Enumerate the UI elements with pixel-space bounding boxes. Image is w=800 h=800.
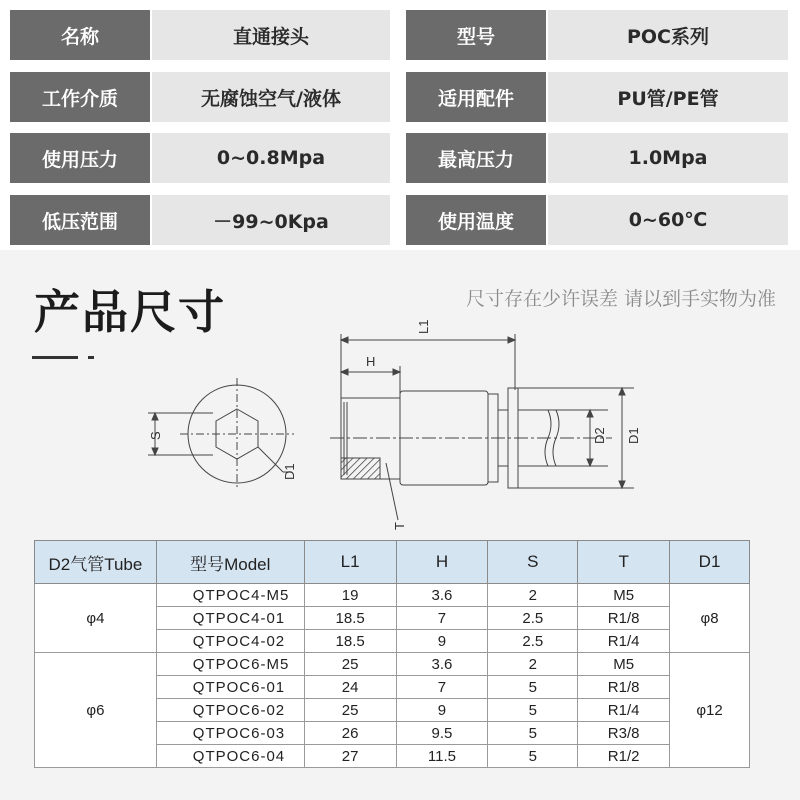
dimension-table <box>34 540 750 768</box>
cell-l1: 27 <box>304 745 396 768</box>
d2-arrow-bottom <box>587 459 593 466</box>
cell-l1: 18.5 <box>304 607 396 630</box>
cell-t: R1/2 <box>578 745 670 768</box>
header-l1: L1 <box>304 541 396 584</box>
cell-t: R1/8 <box>578 676 670 699</box>
cell-model: QTPOC4-02 <box>156 630 304 653</box>
header-d2: D2气管Tube <box>35 541 157 584</box>
spec-grid <box>0 0 800 250</box>
cell-l1: 25 <box>304 699 396 722</box>
cell-h: 3.6 <box>396 653 488 676</box>
h-arrow-right <box>393 369 400 375</box>
spec-key-name: 名称 <box>10 10 150 60</box>
spec-key-model: 型号 <box>406 10 546 60</box>
cell-model: QTPOC4-M5 <box>156 584 304 607</box>
label-l1: L1 <box>416 319 431 334</box>
header-s: S <box>488 541 578 584</box>
cell-t: M5 <box>578 584 670 607</box>
h-arrow-left <box>341 369 348 375</box>
cell-t: R1/8 <box>578 607 670 630</box>
cell-model: QTPOC6-04 <box>156 745 304 768</box>
spec-key-temperature: 使用温度 <box>406 195 546 245</box>
label-d2: D2 <box>592 427 607 444</box>
cell-d1: φ12 <box>670 653 750 768</box>
thread-hatch <box>341 458 380 479</box>
cell-l1: 25 <box>304 653 396 676</box>
cell-t: R1/4 <box>578 630 670 653</box>
spec-key-low-pressure: 低压范围 <box>10 195 150 245</box>
d1-arrow-top <box>619 388 625 395</box>
spec-value-medium: 无腐蚀空气/液体 <box>152 72 390 122</box>
spec-key-fittings: 适用配件 <box>406 72 546 122</box>
cell-t: M5 <box>578 653 670 676</box>
cell-model: QTPOC6-01 <box>156 676 304 699</box>
cell-s: 5 <box>488 699 578 722</box>
section-title: 产品尺寸 <box>34 285 226 339</box>
d2-arrow-top <box>587 410 593 417</box>
t-leader <box>386 463 398 520</box>
l1-arrow-right <box>508 337 515 343</box>
cell-d1: φ8 <box>670 584 750 653</box>
d1-arrow-bottom <box>619 481 625 488</box>
header-model: 型号Model <box>156 541 304 584</box>
spec-key-max-pressure: 最高压力 <box>406 133 546 183</box>
cell-s: 5 <box>488 676 578 699</box>
cell-h: 11.5 <box>396 745 488 768</box>
label-t: T <box>392 522 407 530</box>
cell-s: 5 <box>488 745 578 768</box>
header-t: T <box>578 541 670 584</box>
spec-value-temperature: 0~60℃ <box>548 195 788 245</box>
cell-model: QTPOC6-03 <box>156 722 304 745</box>
table-row <box>35 653 750 676</box>
spec-value-fittings: PU管/PE管 <box>548 72 788 122</box>
dimension-section <box>8 258 792 792</box>
cell-model: QTPOC6-M5 <box>156 653 304 676</box>
label-d1-right: D1 <box>626 427 641 444</box>
cell-l1: 26 <box>304 722 396 745</box>
technical-drawing <box>8 258 792 538</box>
cell-s: 5 <box>488 722 578 745</box>
cell-s: 2 <box>488 584 578 607</box>
s-arrow-top <box>152 413 158 420</box>
cell-d2: φ6 <box>35 653 157 768</box>
cell-l1: 18.5 <box>304 630 396 653</box>
cell-s: 2.5 <box>488 607 578 630</box>
spec-key-medium: 工作介质 <box>10 72 150 122</box>
cell-l1: 24 <box>304 676 396 699</box>
label-d1-left: D1 <box>282 463 297 480</box>
label-h: H <box>366 354 376 369</box>
cell-d2: φ4 <box>35 584 157 653</box>
s-arrow-bottom <box>152 448 158 455</box>
spec-value-model: POC系列 <box>548 10 788 60</box>
spec-value-max-pressure: 1.0Mpa <box>548 133 788 183</box>
cell-h: 9.5 <box>396 722 488 745</box>
cell-h: 9 <box>396 699 488 722</box>
cell-t: R1/4 <box>578 699 670 722</box>
header-d1: D1 <box>670 541 750 584</box>
cell-model: QTPOC6-02 <box>156 699 304 722</box>
cell-h: 9 <box>396 630 488 653</box>
section-note: 尺寸存在少许误差 请以到手实物为准 <box>465 288 776 310</box>
cell-h: 7 <box>396 676 488 699</box>
header-h: H <box>396 541 488 584</box>
table-header-row <box>35 541 750 584</box>
spec-key-pressure: 使用压力 <box>10 133 150 183</box>
label-s: S <box>148 431 163 440</box>
spec-value-name: 直通接头 <box>152 10 390 60</box>
cell-model: QTPOC4-01 <box>156 607 304 630</box>
cell-s: 2 <box>488 653 578 676</box>
table-row <box>35 584 750 607</box>
spec-value-pressure: 0~0.8Mpa <box>152 133 390 183</box>
cell-l1: 19 <box>304 584 396 607</box>
spec-value-low-pressure: －99~0Kpa <box>152 195 390 245</box>
l1-arrow-left <box>341 337 348 343</box>
cell-s: 2.5 <box>488 630 578 653</box>
cell-h: 7 <box>396 607 488 630</box>
cell-h: 3.6 <box>396 584 488 607</box>
cell-t: R3/8 <box>578 722 670 745</box>
